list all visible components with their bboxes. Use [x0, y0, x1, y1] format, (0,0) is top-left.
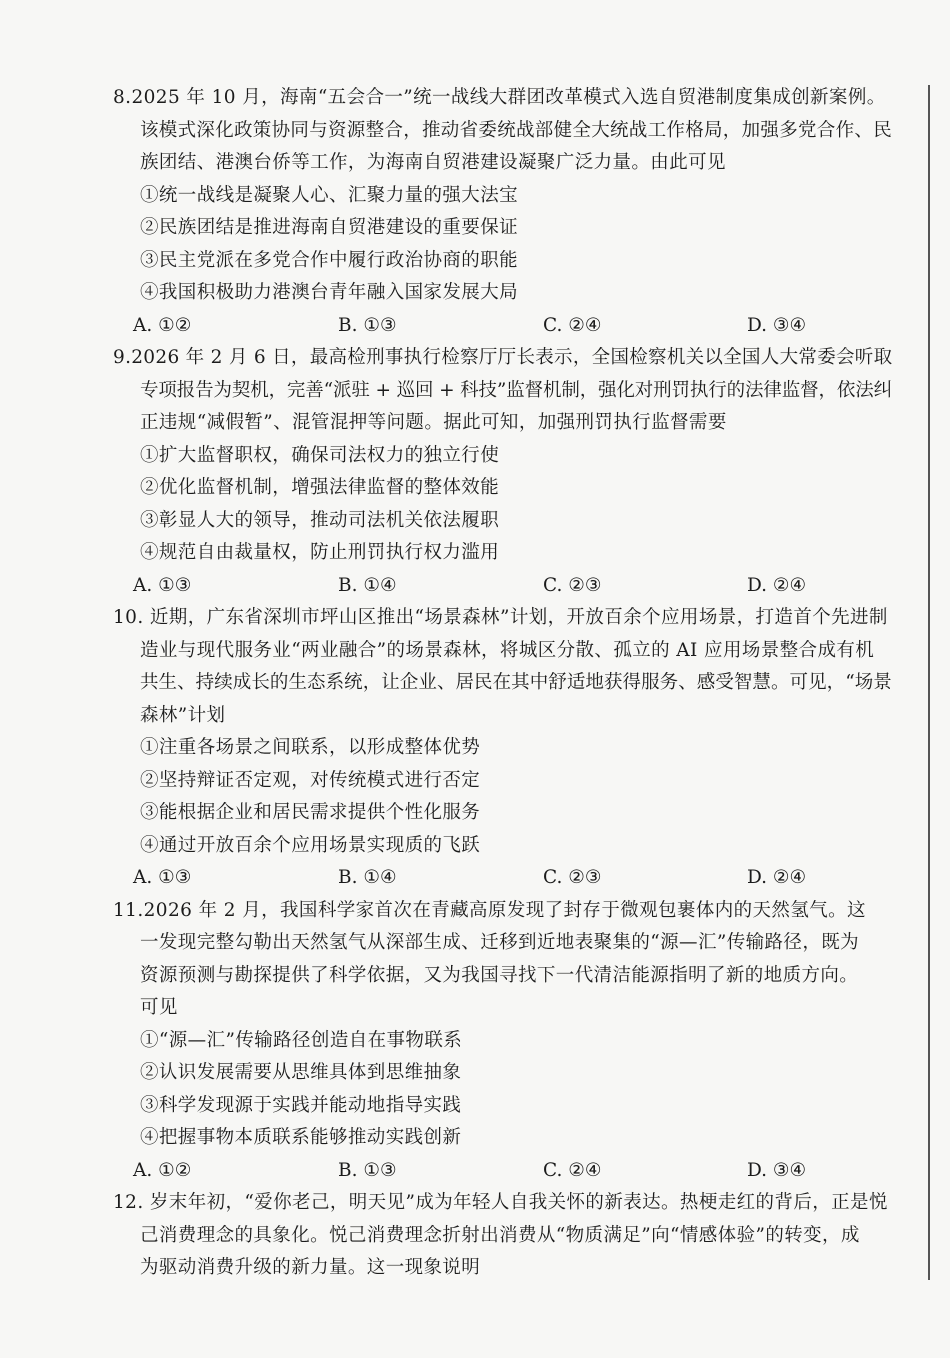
q11-stem-line-4: 可见	[140, 997, 178, 1018]
q12-stem-line-1: 12. 岁末年初，“爱你老己，明天见”成为年轻人自我关怀的新表达。热梗走红的背后，正是悦	[113, 1192, 888, 1213]
q9-stem-line-2: 专项报告为契机，完善“派驻 + 巡回 + 科技”监督机制，强化对刑罚执行的法律监督，依法纠	[140, 380, 892, 401]
q10-statement-4: ④通过开放百余个应用场景实现质的飞跃	[140, 835, 481, 856]
q11-option-d: D. ③④	[747, 1160, 807, 1181]
q10-option-d: D. ②④	[747, 867, 807, 888]
q12-stem-line-2: 己消费理念的具象化。悦己消费理念折射出消费从“物质满足”向“情感体验”的转变，成	[140, 1225, 860, 1246]
q10-option-a: A. ①③	[133, 867, 192, 888]
q9-option-d: D. ②④	[747, 575, 807, 596]
q9-option-a: A. ①③	[133, 575, 192, 596]
q10-stem-line-1: 10. 近期，广东省深圳市坪山区推出“场景森林”计划，开放百余个应用场景，打造首个先进制	[113, 607, 888, 628]
q10-statement-3: ③能根据企业和居民需求提供个性化服务	[140, 802, 481, 823]
q11-statement-4: ④把握事物本质联系能够推动实践创新	[140, 1127, 462, 1148]
q11-statement-1: ①“源—汇”传输路径创造自在事物联系	[140, 1030, 463, 1051]
q9-statement-2: ②优化监督机制，增强法律监督的整体效能	[140, 477, 500, 498]
q9-statement-3: ③彰显人大的领导，推动司法机关依法履职	[140, 510, 500, 531]
q12-stem-line-3: 为驱动消费升级的新力量。这一现象说明	[140, 1257, 481, 1278]
q8-option-a: A. ①②	[133, 315, 192, 336]
q8-statement-2: ②民族团结是推进海南自贸港建设的重要保证	[140, 217, 519, 238]
q8-statement-1: ①统一战线是凝聚人心、汇聚力量的强大法宝	[140, 185, 519, 206]
q10-stem-line-3: 共生、持续成长的生态系统，让企业、居民在其中舒适地获得服务、感受智慧。可见，“场景	[140, 672, 892, 693]
q8-statement-4: ④我国积极助力港澳台青年融入国家发展大局	[140, 282, 519, 303]
q8-stem-line-2: 该模式深化政策协同与资源整合，推动省委统战部健全大统战工作格局，加强多党合作、民	[140, 120, 893, 141]
q10-option-b: B. ①④	[338, 867, 397, 888]
q10-stem-line-4: 森林”计划	[140, 705, 226, 726]
q8-option-b: B. ①③	[338, 315, 397, 336]
q11-option-c: C. ②④	[543, 1160, 602, 1181]
q11-statement-2: ②认识发展需要从思维具体到思维抽象	[140, 1062, 462, 1083]
q9-stem-line-3: 正违规“减假暂”、混管混押等问题。据此可知，加强刑罚执行监督需要	[140, 412, 727, 433]
q11-stem-line-2: 一发现完整勾勒出天然氢气从深部生成、迁移到近地表聚集的“源—汇”传输路径，既为	[140, 932, 860, 953]
q11-statement-3: ③科学发现源于实践并能动地指导实践	[140, 1095, 462, 1116]
q10-statement-2: ②坚持辩证否定观，对传统模式进行否定	[140, 770, 481, 791]
q8-statement-3: ③民主党派在多党合作中履行政治协商的职能	[140, 250, 519, 271]
q10-statement-1: ①注重各场景之间联系，以形成整体优势	[140, 737, 481, 758]
q9-statement-1: ①扩大监督职权，确保司法权力的独立行使	[140, 445, 500, 466]
q9-option-c: C. ②③	[543, 575, 602, 596]
q8-option-c: C. ②④	[543, 315, 602, 336]
q11-stem-line-1: 11.2026 年 2 月，我国科学家首次在青藏高原发现了封存于微观包裹体内的天然氢气。这	[113, 900, 866, 921]
q8-stem-line-3: 族团结、港澳台侨等工作，为海南自贸港建设凝聚广泛力量。由此可见	[140, 152, 726, 173]
q9-option-b: B. ①④	[338, 575, 397, 596]
q10-stem-line-2: 造业与现代服务业“两业融合”的场景森林，将城区分散、孤立的 AI 应用场景整合成有机	[140, 640, 875, 661]
q9-stem-line-1: 9.2026 年 2 月 6 日，最高检刑事执行检察厅厅长表示，全国检察机关以全国人大常委会听取	[113, 347, 893, 368]
q8-stem-line-1: 8.2025 年 10 月，海南“五会合一”统一战线大群团改革模式入选自贸港制度集成创新案例。	[113, 87, 886, 108]
q11-stem-line-3: 资源预测与勘探提供了科学依据，又为我国寻找下一代清洁能源指明了新的地质方向。	[140, 965, 859, 986]
q8-option-d: D. ③④	[747, 315, 807, 336]
q11-option-b: B. ①③	[338, 1160, 397, 1181]
q10-option-c: C. ②③	[543, 867, 602, 888]
q9-statement-4: ④规范自由裁量权，防止刑罚执行权力滥用	[140, 542, 500, 563]
q11-option-a: A. ①②	[133, 1160, 192, 1181]
